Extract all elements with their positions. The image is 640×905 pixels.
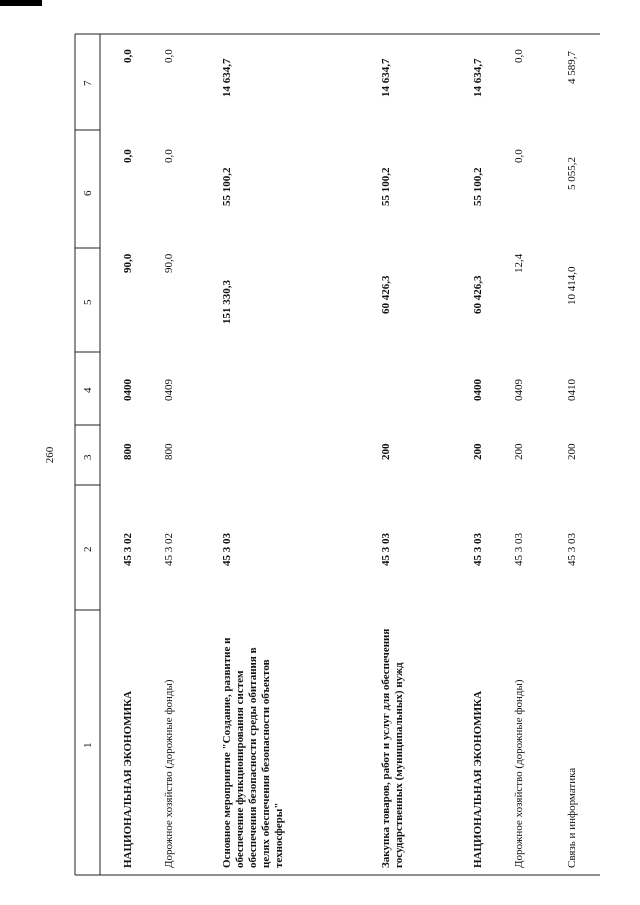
row-5-c6: 55 100,2: [472, 167, 484, 206]
row-4-name: Закупка товаров, работ и услуг для обеспечения государственных (муниципальных) нужд: [380, 628, 405, 868]
header-col-4: 4: [82, 387, 94, 393]
row-3-name: Основное мероприятие "Создание, развитие и обеспечение функционирования систем обеспечения безопасности среды обитания в целях обеспечения безопасности объектов техносферы": [221, 637, 285, 868]
row-5-c5: 60 426,3: [472, 275, 484, 314]
row-6-c5: 12,4: [513, 253, 525, 273]
row-1-code: 45 3 02: [122, 533, 134, 566]
row-2-c5: 90,0: [163, 253, 175, 273]
row-7-c3: 200: [566, 443, 578, 460]
header-col-7: 7: [82, 80, 94, 86]
row-1-c7: 0,0: [122, 49, 134, 63]
header-col-1: 1: [82, 742, 94, 748]
row-1-c6: 0,0: [122, 149, 134, 163]
row-6-name: Дорожное хозяйство (дорожные фонды): [513, 679, 525, 868]
row-6-c6: 0,0: [513, 149, 525, 163]
row-6-c3: 200: [513, 443, 525, 460]
row-2-code: 45 3 02: [163, 533, 175, 566]
row-4-code: 45 3 03: [380, 533, 392, 566]
row-1-c3: 800: [122, 443, 134, 460]
row-7-code: 45 3 03: [566, 533, 578, 566]
row-7-c4: 0410: [566, 379, 578, 401]
row-3-c7: 14 634,7: [221, 58, 233, 97]
row-2-name: Дорожное хозяйство (дорожные фонды): [163, 679, 175, 868]
row-7-c5: 10 414,0: [566, 266, 578, 305]
row-3-c6: 55 100,2: [221, 167, 233, 206]
row-4-c7: 14 634,7: [380, 58, 392, 97]
row-6-code: 45 3 03: [513, 533, 525, 566]
row-3-code: 45 3 03: [221, 533, 233, 566]
row-5-c7: 14 634,7: [472, 58, 484, 97]
row-2-c4: 0409: [163, 379, 175, 401]
row-3-c5: 151 330,3: [221, 280, 233, 324]
row-1-c5: 90,0: [122, 253, 134, 273]
row-1-c4: 0400: [122, 379, 134, 401]
row-5-c3: 200: [472, 443, 484, 460]
row-4-c3: 200: [380, 443, 392, 460]
row-7-name: Связь и информатика: [566, 767, 578, 868]
header-col-3: 3: [82, 454, 94, 460]
row-2-c6: 0,0: [163, 149, 175, 163]
row-4-c5: 60 426,3: [380, 275, 392, 314]
row-5-name: НАЦИОНАЛЬНАЯ ЭКОНОМИКА: [472, 690, 484, 868]
row-2-c7: 0,0: [163, 49, 175, 63]
row-6-c7: 0,0: [513, 49, 525, 63]
header-col-2: 2: [82, 546, 94, 552]
row-7-c7: 4 589,7: [566, 51, 578, 84]
row-1-name: НАЦИОНАЛЬНАЯ ЭКОНОМИКА: [122, 690, 134, 868]
header-col-5: 5: [82, 299, 94, 305]
row-6-c4: 0409: [513, 379, 525, 401]
row-7-c6: 5 055,2: [566, 157, 578, 190]
row-5-c4: 0400: [472, 379, 484, 401]
row-4-c6: 55 100,2: [380, 167, 392, 206]
header-col-6: 6: [82, 190, 94, 196]
row-2-c3: 800: [163, 443, 175, 460]
row-5-code: 45 3 03: [472, 533, 484, 566]
page-number: 260: [44, 446, 56, 464]
